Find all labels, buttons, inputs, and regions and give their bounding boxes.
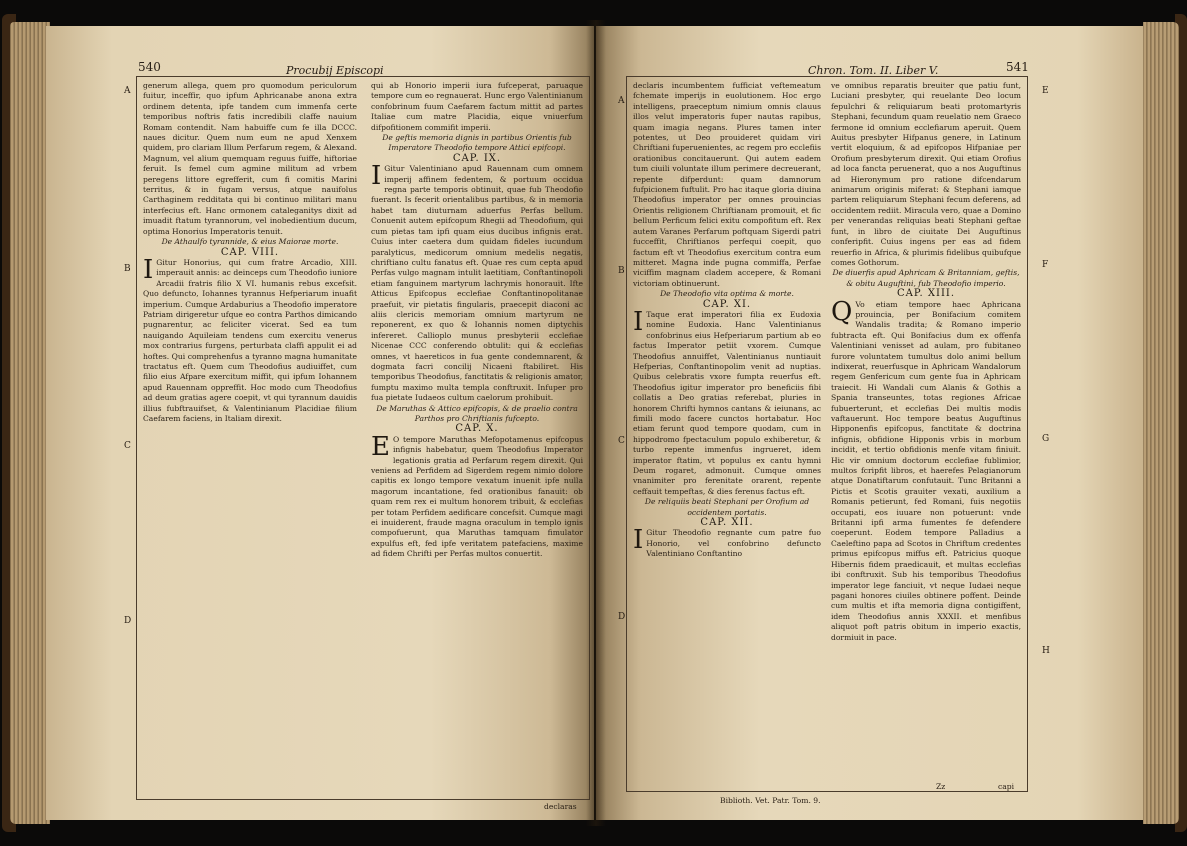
page-number: 540 [138, 60, 161, 74]
chapter-heading: CAP. XIII. [896, 288, 956, 300]
margin-letter: B [124, 264, 131, 274]
page-stack-right [1143, 22, 1179, 824]
book-gutter [586, 20, 606, 826]
margin-letter: D [124, 616, 132, 626]
margin-letter: A [124, 86, 131, 96]
page-stack-left [10, 22, 50, 824]
volume-footnote: Biblioth. Vet. Patr. Tom. 9. [720, 796, 821, 805]
chapter-heading: CAP. VIII. [220, 246, 280, 258]
chapter-summary: De reliquiis beati Stephani per Orofium ad occidentem portatis. [644, 497, 810, 517]
chapter-heading: CAP. IX. [452, 152, 502, 164]
left-page-column-1 [143, 81, 357, 793]
chapter-summary: De Maruthas & Attico epifcopis, & de praelio contra Parthos pro Chriftianis fufcepto. [376, 403, 578, 423]
paragraph: generum allega, quem pro quomodum periculorum fuitur, inceffir, quo ipfum Aphricanabe anona extra ordinem detenta, ipfe tandem cum immenfa certe temporibus noftris fatis incredibili claffe nauium Romam contendit. Nam habuiffe cum fe illa DCCC. naues dicitur. Quem num eum ne apud Xenxem quidem, pro clariam Illum Perfarum regem, & Alexand. Magnum, vel alium quemquam reguus fuiffe, hiftoriae feruit. Is femel cum agmine militum ad vrbem peregens littore egrefferit, cum fi comitis Marini territus, & in fugam versus, atque nauifolus Carthaginem redditata qui bi continuo militari manu interfecius eft. Hanc ormonem cataleganitys dixit ad imuadit ftatum tyrannorum, vel inobedientium ducum, optima Honorius Imperatoris tenuit. [143, 81, 357, 236]
catchword: declaras [544, 802, 577, 811]
right-page [596, 26, 1143, 820]
page-number: 541 [1006, 60, 1029, 74]
paragraph: qui ab Honorio imperii iura fufceperat, paruaque tempore cum eo regnauerat. Hunc ergo Valentinianum confobrinum fuum Caefarem factum mittit ad partes Italiae cum matre Placidia, eique vniuerfum difpofitionem commifit imperii. [371, 81, 583, 132]
right-page-column-1 [633, 81, 821, 785]
left-page [46, 26, 594, 820]
paragraph: QVo etiam tempore haec Aphricana prouincia, per Bonifacium comitem Wandalis tradita; & Romano imperio fubtracta eft. Qui Bonifacius dum ex offenfa Valentiniani venisset ad aulam, pro fubitaneo furore voluntatem tumultus dolo animi bellum indixerat, reuerfusque in Aphricam Wandalorum regem Genfericum cum gente fua in Aphricam traiecit. Hi Wandali cum Alanis & Gothis a Spania transeuntes, totas regiones Africae fubuerterunt, et ecclefias Dei multis modis vaftauerunt. Hoc tempore beatus Auguftinus Hipponenfis epifcopus, fanctitate & doctrina infignis, obfidione Hipponis vrbis in morbum incidit, et tertio obfidionis menfe vitam finiuit. Hic vir omnium doctorum ecclefiae fublimior, multos fcripfit libros, et haerefes Pelagianorum atque Donatiftarum confutauit. Tunc Britanni a Pictis et Scotis grauiter vexati, auxilium a Romanis petierunt, fed Romani, fuis negotiis occupati, eos iuuare non potuerunt: vnde Britanni ipfi arma fumentes fe defendere coeperunt. Eodem tempore Palladius a Caeleftino papa ad Scotos in Chriftum credentes primus epifcopus miffus eft. Patricius quoque Hibernis fidem praedicauit, et multas ecclefias ibi conftruxit. Sub his temporibus Theodofius imperator lege fanciuit, vt neque Iudaei neque pagani honores ciuiles obtinere poffent. Deinde cum multis et ifta memoria digna contigiffent, idem Theodofius annis XXXII. et menfibus aliquot poft patris obitum in imperio exactis, dormiuit in pace. [831, 296, 1021, 642]
paragraph: IGitur Valentiniano apud Rauennam cum omnem imperij affinem fedentem, & portuum occidua regna parte temporis obtinuit, quae fub Theodofio fuerant. Is fecerit orientalibus partibus, & in memoria habet tam diuturnam aduerfus Perfas bellum. Conuenit autem epifcopum Rhegii ad Theodofium, qui cum pietas tam ipfi quam eius ducibus infignis erat. Cuius inter caetera dum quidam fideles iucundum paralyticus, medicorum omnium medelis negatis, chriftiano cultu fanatus eft. Quae res cum cepta apud Perfas vulgo magnam intulit laetitiam, Conftantinopoli etiam fanguinem martyrum lachrymis honorauit. Ifte Atticus Epifcopus ecclefiae Conftantinopolitanae praefuit, vir pietatis fingularis, praecepit diaconi ac aliis clericis memoriam omnium martyrum ne reponerent, ex quo & Iohannis nomen diptychis infereret. Callioplo munus presbyterii ecclefiae Nicenae CCC conferendo obtulit: qui & ecclefias omnes, vt haereticos in fua gente condemnarent, & dogmata facri concilij Nicaeni ftabiliret. His temporibus Theodofius, fanctitatis & religionis amator, fumptu maximo multa templa conftruxit. Infuper pro fua pietate Iudaeos cultum caelorum prohibuit. [371, 161, 583, 403]
margin-letter: C [618, 436, 625, 446]
chapter-summary: De Athaulfo tyrannide, & eius Maiorae morte. [161, 237, 339, 247]
paragraph: IGitur Honorius, qui cum fratre Arcadio, XIII. imperauit annis: ac deinceps cum Theodofio iuniore Arcadii fratris filio X VI. humanis rebus excefsit. Quo defuncto, Iohannes tyrannus Hefperiarum inuafit imperium. Cumque Ardaburius a Theodofio imperatore Patriam dirigeretur ufque eo contra Parthos dimicando pugnarentur, ac feliciter vicerat. Sed ea tum nauigando Aquileiam tendens cum exercitu venerus mox contrarius furgens, perturbata claffi appulit ei ad hoftes. Qui comprehenfus a tyranno magna humanitate tractatus eft. Quem cum Theodofius audiuiffet, cum filio eius Afpare exercitum miffit, qui ipfum Iohannem apud Rauennam oppreffit. Hoc modo cum Theodofius ad deum gratias agere coepit, vt qui tyrannum dauidis illius fubftrauifset, & Valentinianum Placidiae filium Caefarem faciens, in Italiam direxit. [143, 254, 357, 423]
chapter-summary: De diuerfis apud Aphricam & Britanniam, geftis, & obitu Auguftini, fub Theodofio imperio. [832, 268, 1020, 288]
signature-mark: Zz [936, 782, 946, 791]
chapter-heading: CAP. X. [455, 423, 499, 435]
margin-letter: A [618, 96, 625, 106]
left-page-column-2 [371, 81, 583, 793]
right-page-column-2 [831, 81, 1021, 785]
paragraph: declaris incumbentem fufficiat veftemeatum fchemate imperijs in euolutionem. Hoc ergo intelligens, praeceptum nimium omnis clauus illos velut imperatoris fuper nautas rapibus, quam imagia negans. Plures tamen inter potentes, ut Deo prouideret quidam viri Chriftiani fuperuenientes, ac regem pro ecclefiis orationibus concitauerunt. Qui autem eadem tum ciuili voluntate illum perimere decreuerant, repente difperdunt: quam damnorum fufpicionem fuftulit. Pro hac itaque gloria diuina Theodofius imperator per omnes prouincias Orientis religionem Chriftianam promouit, et fic bellum Perficum felici exitu compofitum eft. Rex autem Varanes Perfarum poftquam Sigerdi patri fucceffit, Chriftianos perfequi coepit, quo factum eft vt Theodofius exercitum contra eum mitteret. Magna inde pugna commiffa, Perfae viciffim magnam cladem accepere, & Romani victoriam obtinuerunt. [633, 81, 821, 288]
text-frame [136, 76, 590, 800]
paragraph: IGitur Theodofio regnante cum patre fuo Honorio, vel confobrino defuncto Valentiniano Conftantino [633, 525, 821, 559]
running-head: Procubij Episcopi [286, 64, 384, 77]
margin-letter: G [1042, 434, 1050, 444]
chapter-heading: CAP. XI. [702, 298, 752, 310]
margin-letter: C [124, 441, 131, 451]
chapter-summary: De geftis memoria dignis in partibus Orientis fub Imperatore Theodofio tempore Attici epifcopi. [382, 133, 572, 153]
paragraph: EO tempore Maruthas Mefopotamenus epifcopus infignis habebatur, quem Theodofius Imperator legationis gratia ad Perfarum regem direxit. Qui veniens ad Perfidem ad Sigerdem regem nimio dolore capitis ex longo tempore vexatum inuenit ipfe nulla magorum incantatione, fed orationibus fanauit: ob quam rem rex ei multum honorem tribuit, & ecclefias per totam Perfidem aedificare concefsit. Cumque magi ei inuiderent, fraude magna oraculum in templo ignis compofuerunt, qua Maruthas tamquam fimulator expulfus eft, fed ipfe veritatem patefaciens, maxime ad fidem Chrifti per Perfas multos conuertit. [371, 431, 583, 559]
paragraph: ITaque erat imperatori filia ex Eudoxia nomine Eudoxia. Hanc Valentinianus confobrinus eius Hefperiarum partium ab eo factus Imperator petiit vxorem. Cumque Theodofius annuiffet, Valentinianus nuntiauit Hefperias, Conftantinopolim venit ad nuptias. Quibus celebratis vxore fumpta reuerfus eft. Theodofius igitur imperator pro beneficiis fibi collatis a Deo gratias referebat, pluries in honorem Chrifti hymnos cantans & ieiunans, ac fimili modo facere cunctos hortabatur. Hoc etiam ferunt quod tempore quodam, cum in hippodromo fpectaculum populo exhiberetur, & turbo repente immenfus ingrueret, idem imperator ftatim, vt populus ex cantu hymni Deum rogaret, admonuit. Cumque omnes vnanimiter pro ferenitate orarent, repente ceffauit tempeftas, & dies ferenus factus eft. [633, 306, 821, 496]
margin-letter: B [618, 266, 625, 276]
chapter-heading: CAP. XII. [700, 517, 754, 529]
running-head: Chron. Tom. II. Liber V. [808, 64, 939, 77]
margin-letter: H [1042, 646, 1050, 656]
paragraph: ve omnibus reparatis breuiter que patiu funt, Luciani presbyter, qui reuelante Deo locum fepulchri & reliquiarum beati protomartyris Stephani, fecundum quam reuelatio nem Graeco fermone id omnium ecclefiarum aperuit. Quem Auitus presbyter Hifpanus genere, in Latinum vertit eloquium, & ad epifcopos Hifpaniae per Orofium presbyterum direxit. Qui etiam Orofius ad loca fancta peruenerat, quo a nos Auguftinus ad Hieronymum pro ratione difcendarum animarum originis miferat: & Stephani iamque partem reliquiarum Stephani fecum deferens, ad occidentem rediit. Miracula vero, quae a Domino per venerandas reliquias beati Stephani geftae funt, in libro de ciuitate Dei Auguftinus conferipfit. Cuius ingens per eas ad fidem reuerfio in Africa, & plurimis fidelibus quibufque comes Gothorum. [831, 81, 1021, 267]
catchword: capi [998, 782, 1015, 791]
margin-letter: D [618, 612, 626, 622]
chapter-summary: De Theodofio vita optima & morte. [660, 289, 794, 299]
margin-letter: E [1042, 86, 1049, 96]
margin-letter: F [1042, 260, 1049, 270]
text-frame [626, 76, 1028, 792]
